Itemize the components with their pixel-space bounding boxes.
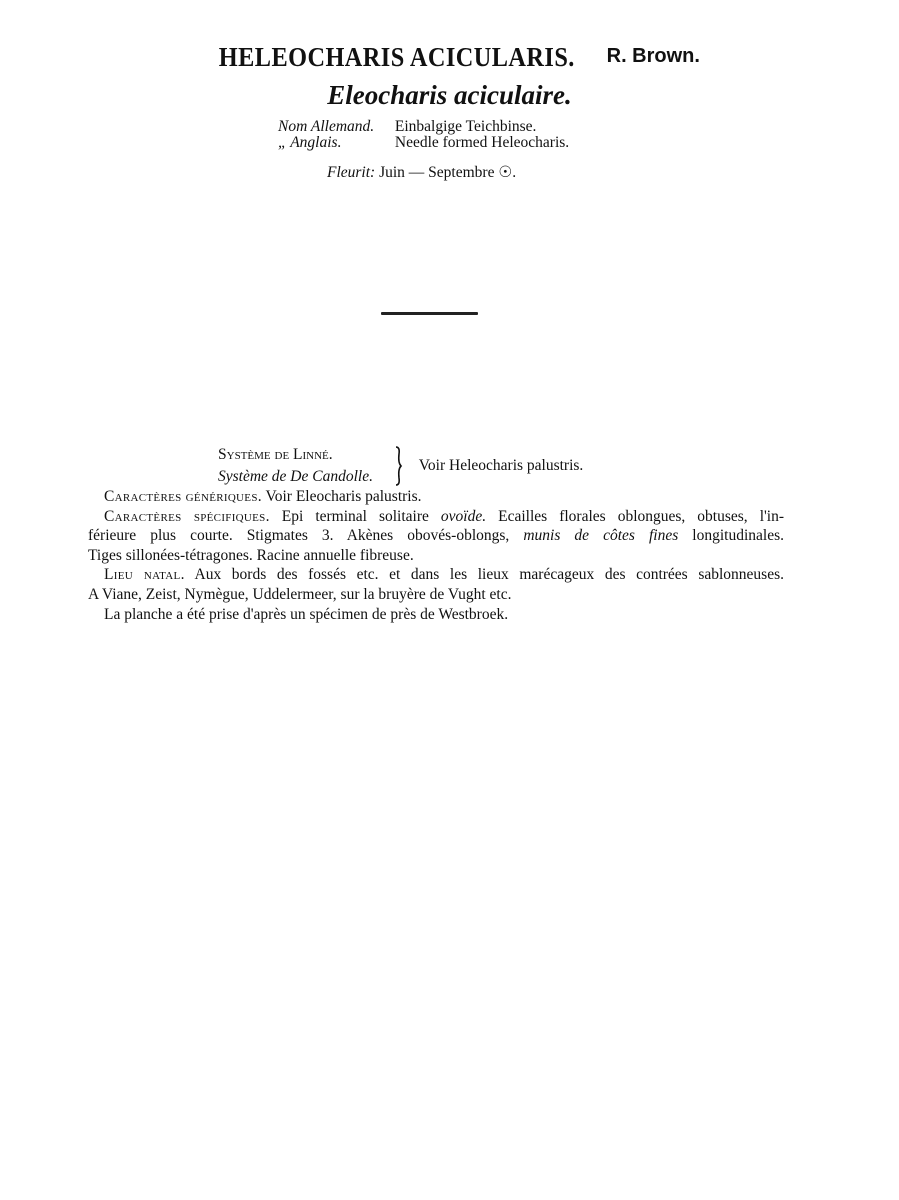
specific-text-2a: férieure plus courte. Stigmates 3. Akènes obovés-oblongs, [88, 527, 510, 545]
flowering-label: Fleurit: [327, 164, 376, 181]
english-name-label: „ Anglais. [278, 134, 342, 151]
english-name-row [278, 134, 569, 152]
habitat-label: Lieu natal. [104, 566, 185, 584]
description-body [88, 487, 784, 624]
specific-line-1 [88, 507, 784, 527]
flowering-value: Juin — Septembre ☉. [379, 164, 517, 181]
latin-species-name: HELEOCHARIS ACICULARIS. [218, 42, 575, 72]
specific-line-3: Tiges sillonées-tétragones. Racine annuelle fibreuse. [88, 546, 414, 564]
generic-characters [88, 487, 784, 507]
section-divider [381, 312, 478, 315]
specific-text-1b: ovoïde. [440, 507, 487, 525]
specific-text-2c: longitudinales. [692, 527, 784, 545]
habitat [88, 565, 784, 604]
habitat-text-1: Aux bords des fossés etc. et dans les lieux marécageux des contrées sablonneuses. [194, 566, 784, 584]
author-name: R. Brown. [606, 45, 700, 67]
french-species-name: Eleocharis aciculaire. [327, 80, 572, 110]
classification-reference: Voir Heleocharis palustris. [418, 457, 584, 474]
specific-text-1a: Epi terminal solitaire [281, 507, 429, 525]
specific-characters [88, 507, 784, 566]
linne-system-label: Système de Linné. [218, 446, 333, 463]
generic-characters-label: Caractères génériques. [104, 488, 262, 505]
page-title [0, 42, 899, 73]
candolle-system-label: Système de De Candolle. [218, 468, 373, 485]
flowering-period [327, 163, 516, 182]
curly-brace-icon [393, 446, 403, 486]
english-name-value: Needle formed Heleocharis. [394, 134, 570, 151]
german-name-value: Einbalgige Teichbinse. [394, 118, 537, 135]
german-name-label: Nom Allemand. [278, 118, 375, 135]
classification-systems [218, 444, 583, 488]
specific-characters-label: Caractères spécifiques. [104, 507, 270, 525]
habitat-line-2: A Viane, Zeist, Nymègue, Uddelermeer, sur la bruyère de Vught etc. [88, 585, 512, 603]
specific-line-2 [88, 526, 784, 546]
specific-text-1c: Ecailles florales oblongues, obtuses, l'in- [498, 507, 785, 525]
plate-note: La planche a été prise d'après un spécimen de près de Westbroek. [104, 605, 509, 623]
generic-characters-text: Voir Eleocharis palustris. [265, 488, 422, 505]
habitat-line-1 [88, 565, 784, 585]
specific-text-2b: munis de côtes fines [523, 527, 679, 545]
